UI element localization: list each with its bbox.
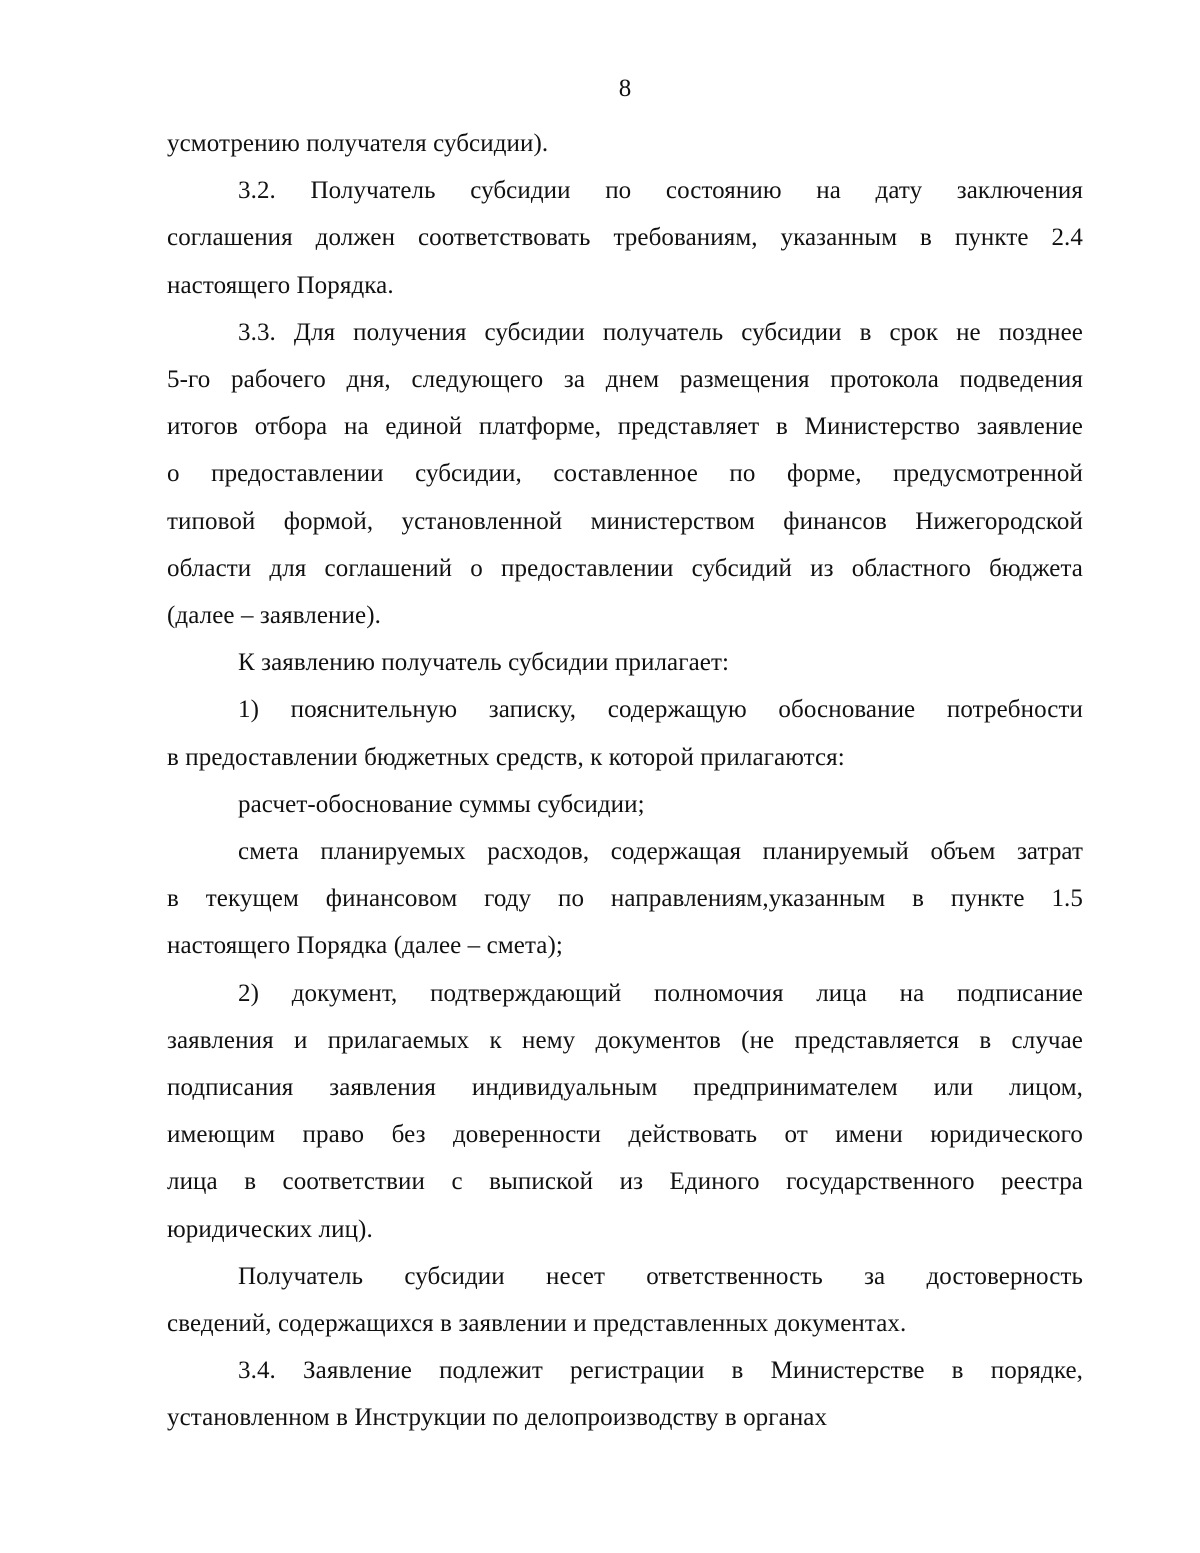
text-line: юридических лиц). [167, 1215, 373, 1243]
paragraph [167, 309, 1083, 639]
text-line: 3.4. Заявление подлежит регистрации в Министерстве в порядке, [238, 1357, 1083, 1385]
text-line: Получатель субсидии несет ответственность за достоверность [238, 1262, 1083, 1290]
page-number: 8 [618, 75, 632, 102]
text-line: установленном в Инструкции по делопроизводству в органах [167, 1404, 828, 1432]
text-line: 1) пояснительную записку, содержащую обоснование потребности [238, 696, 1083, 724]
paragraph [167, 781, 1083, 828]
paragraph [167, 167, 1083, 309]
text-line: настоящего Порядка (далее – смета); [167, 932, 563, 960]
text-line: расчет-обоснование суммы субсидии; [238, 790, 645, 818]
text-line: 3.2. Получатель субсидии по состоянию на дату заключения [238, 177, 1083, 205]
paragraph [167, 970, 1083, 1253]
text-line: соглашения должен соответствовать требованиям, указанным в пункте 2.4 [167, 224, 1083, 252]
paragraph [167, 828, 1083, 970]
text-line: подписания заявления индивидуальным предпринимателем или лицом, [167, 1074, 1083, 1102]
text-line: 2) документ, подтверждающий полномочия лица на подписание [238, 979, 1083, 1007]
paragraph [167, 639, 1083, 686]
text-line: в предоставлении бюджетных средств, к которой прилагаются: [167, 743, 845, 771]
paragraph [167, 1253, 1083, 1347]
paragraph [167, 686, 1083, 780]
text-line: в текущем финансовом году по направлениям,указанным в пункте 1.5 [167, 885, 1083, 913]
text-line: имеющим право без доверенности действовать от имени юридического [167, 1121, 1083, 1149]
document-body [167, 120, 1083, 1442]
paragraph [167, 120, 1083, 167]
text-line: о предоставлении субсидии, составленное по форме, предусмотренной [167, 460, 1083, 488]
text-line: 5-го рабочего дня, следующего за днем размещения протокола подведения [167, 366, 1083, 394]
text-line: К заявлению получатель субсидии прилагает: [238, 649, 730, 677]
text-line: настоящего Порядка. [167, 271, 394, 299]
text-line: лица в соответствии с выпиской из Единого государственного реестра [167, 1168, 1083, 1196]
text-line: типовой формой, установленной министерством финансов Нижегородской [167, 507, 1083, 535]
text-line: сведений, содержащихся в заявлении и представленных документах. [167, 1310, 907, 1338]
text-line: смета планируемых расходов, содержащая планируемый объем затрат [238, 838, 1083, 866]
text-line: области для соглашений о предоставлении субсидий из областного бюджета [167, 554, 1083, 582]
text-line: 3.3. Для получения субсидии получатель субсидии в срок не позднее [238, 318, 1083, 346]
text-line: итогов отбора на единой платформе, представляет в Министерство заявление [167, 413, 1083, 441]
paragraph [167, 1347, 1083, 1441]
text-line: усмотрению получателя субсидии). [167, 130, 549, 157]
text-line: (далее – заявление). [167, 602, 381, 630]
text-line: заявления и прилагаемых к нему документов (не представляется в случае [167, 1026, 1083, 1054]
